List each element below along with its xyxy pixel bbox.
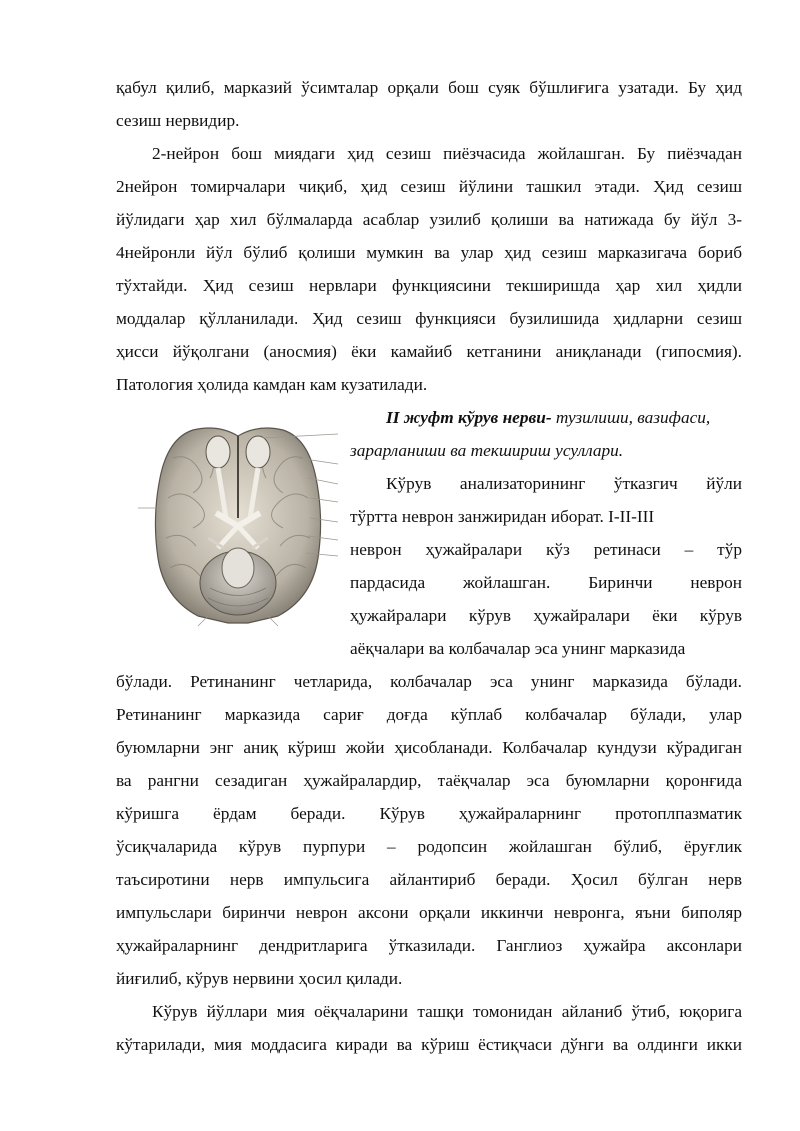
text-line: аёқчалари ва колбачалар эса унинг марказида — [350, 639, 686, 658]
text-line: ҳужайраларнинг дендритларига ўтказилади. Ганглиоз ҳужайра аксонлари — [116, 936, 742, 955]
text-line: неврон ҳужайралари кўз ретинаси – тўр — [350, 540, 742, 559]
heading-italic: тузилиши, вазифаси, — [551, 408, 711, 427]
text-line: 4нейронли йўл бўлиб қолиши мумкин ва улар ҳид сезиш марказигача бориб — [116, 243, 742, 262]
section-heading — [386, 408, 742, 428]
text-line: тўртта неврон занжиридан иборат. I-II-III — [350, 507, 655, 526]
text-line: пардасида жойлашган. Биринчи неврон — [350, 573, 742, 592]
text-line: таъсиротини нерв импульсига айлантириб беради. Ҳосил бўлган нерв — [116, 870, 742, 889]
text-line: йиғилиб, кўрув нервини ҳосил қилади. — [116, 969, 403, 988]
text-line: 2нейрон томирчалари чиқиб, ҳид сезиш йўлини ташкил этади. Ҳид сезиш — [116, 177, 742, 196]
text-line: моддалар қўлланилади. Ҳид сезиш функцияси бузилишида ҳидларни сезиш — [116, 309, 742, 328]
text-line: импульслари биринчи неврон аксони орқали иккинчи невронга, яъни биполяр — [116, 903, 742, 922]
text-line: кўтарилади, мия моддасига киради ва кўриш ёстиқчаси дўнги ва олдинги икки — [116, 1035, 742, 1054]
brain-base-illustration — [138, 418, 338, 630]
text-line: Кўрув анализаторининг ўтказгич йўли — [386, 474, 742, 493]
text-line: Кўрув йўллари мия оёқчаларини ташқи томонидан айланиб ўтиб, юқорига — [152, 1002, 742, 1021]
text-line: тўхтайди. Ҳид сезиш нервлари функциясини текширишда ҳар хил ҳидли — [116, 276, 742, 295]
text-line: бўлади. Ретинанинг четларида, колбачалар эса унинг марказида бўлади. — [116, 672, 742, 691]
text-line: Ретинанинг марказида сариғ доғда кўплаб колбачалар бўлади, улар — [116, 705, 742, 724]
text-line: сезиш нервидир. — [116, 111, 240, 130]
text-line: йўлидаги ҳар хил бўлмаларда асаблар узилиб қолиши ва натижада бу йўл 3- — [116, 210, 742, 229]
text-line: ҳужайралари кўрув ҳужайралари ёки кўрув — [350, 606, 742, 625]
text-line: ва рангни сезадиган ҳужайралардир, таёқчалар эса буюмларни қоронғида — [116, 771, 742, 790]
text-line: ўсиқчаларида кўрув пурпури – родопсин жойлашган бўлиб, ёруғлик — [116, 837, 742, 856]
text-line: кўришга ёрдам беради. Кўрув ҳужайраларнинг протоплпазматик — [116, 804, 742, 823]
text-line: қабул қилиб, марказий ўсимталар орқали бош суяк бўшлиғига узатади. Бу ҳид — [116, 78, 742, 97]
text-line: 2-нейрон бош миядаги ҳид сезиш пиёзчасида жойлашган. Бу пиёзчадан — [152, 144, 742, 163]
section-heading-line-2: зарарланиши ва текшириш усуллари. — [350, 441, 624, 460]
text-line: Патология ҳолида камдан кам кузатилади. — [116, 375, 428, 394]
text-line: буюмларни энг аниқ кўриш жойи ҳисобланади. Колбачалар кундузи кўрадиган — [116, 738, 742, 757]
text-line: ҳисси йўқолгани (аносмия) ёки камайиб кетганини аниқланади (гипосмия). — [116, 342, 742, 361]
heading-bold: II жуфт кўрув нерви- — [386, 408, 552, 427]
